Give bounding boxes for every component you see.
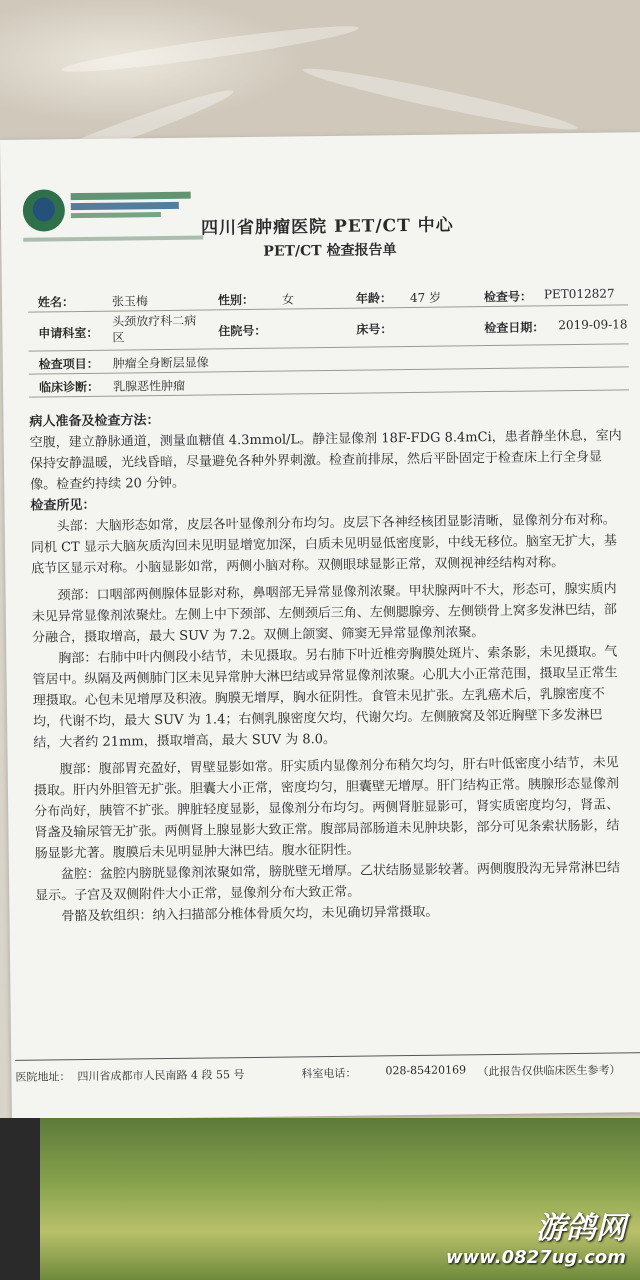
- report-sheet: [0, 132, 640, 1120]
- report-subtitle: PET/CT 检查报告单: [263, 242, 397, 260]
- report-body: [29, 404, 629, 927]
- item-label: 检查项目：: [38, 356, 99, 372]
- findings-pelvis: 盆腔：盆腔内膀胱显像剂浓聚如常，膀胱壁无增厚。乙状结肠显影较著。两侧腹股沟无异常淋巴结显示。子宫及双侧附件大小正常，显像剂分布大致正常。: [35, 860, 621, 904]
- findings-bone: 骨骼及软组织：纳入扫描部分椎体骨质欠均，未见确切异常摄取。: [61, 904, 439, 925]
- bed-label: 住院号：: [218, 323, 267, 339]
- dept-label: 申请科室：: [38, 325, 99, 341]
- patient-age: 47 岁: [409, 290, 442, 306]
- date-label: 检查日期：: [484, 320, 545, 336]
- watermark-url: www.0827ug.com: [446, 1247, 626, 1268]
- exam-no-label: 检查号：: [483, 289, 533, 305]
- exam-item: 肿瘤全身断层显像: [112, 355, 209, 371]
- name-label: 姓名：: [37, 295, 75, 310]
- logo-emblem-icon: [23, 189, 66, 232]
- phone-label: 科室电话：: [301, 1066, 357, 1081]
- dept-value: 头颈放疗科二病区: [112, 313, 197, 345]
- findings-chest: 胸部：右肺中叶内侧段小结节，未见摄取。另右肺下叶近椎旁胸膜处斑片、索条影，未见摄取。气管居中。纵隔及两侧肺门区未见异常肿大淋巴结或异常显像剂浓聚。心肌大小正常范围，摄取呈正常生理摄取。心包未见增厚及积液。胸膜无增厚，胸水征阴性。食管未见扩张。左乳癌术后，乳腺密度不均，代谢不均，最大 SUV 为 1.4；右侧乳腺密度欠均，代谢欠均。左侧腋窝及邻近胸壁下多发淋巴结，大者约 21mm，摄取增高，最大 SUV 为 8.0。: [32, 644, 618, 751]
- diag-label: 临床诊断：: [38, 379, 100, 395]
- age-label: 年龄：: [355, 291, 393, 306]
- report-title: 四川省肿瘤医院 PET/CT 中心: [200, 215, 454, 239]
- clinical-diagnosis: 乳腺恶性肿瘤: [112, 378, 186, 394]
- watermark-name: 游鸽网: [536, 1211, 626, 1246]
- findings-neck: 颈部：口咽部两侧腺体显影对称，鼻咽部无异常显像剂浓聚。甲状腺两叶不大，形态可，腺实质内未见异常显像剂浓聚灶。左侧上中下颈部、左侧颈后三角、左侧腮腺旁、左侧锁骨上窝多发淋巴结，部分融合，摄取增高，最大 SUV 为 7.2。双侧上颌窦、筛窦无异常显像剂浓聚。: [31, 581, 617, 646]
- background-garden-photo: [40, 1118, 640, 1280]
- department-phone: 028-85420169: [385, 1063, 467, 1078]
- report-footer: [15, 1052, 640, 1084]
- hospital-logo: [23, 188, 194, 236]
- prep-text: 空腹，建立静脉通道，测量血糖值 4.3mmol/L。静注显像剂 18F-FDG 8.4mCi，患者静坐休息，室内保持安静温暖，光线昏暗，尽量避免各种外界刺激。检查前排尿，然后平卧固定于检查床上行全身显像。检查约持续 20 分钟。: [29, 428, 622, 493]
- room-label: 床号：: [356, 322, 393, 337]
- patient-info-table: [28, 282, 629, 397]
- address-label: 医院地址：: [15, 1070, 71, 1084]
- exam-date: 2019-09-18: [558, 317, 628, 333]
- edge-shadow: [0, 1118, 40, 1280]
- disclaimer-note: （此报告仅供临床医生参考）: [477, 1063, 621, 1079]
- exam-no: PET012827: [543, 286, 615, 302]
- patient-sex: 女: [281, 292, 295, 307]
- findings-abdomen: 腹部：腹部胃充盈好，胃壁显影如常。肝实质内显像剂分布稍欠均匀，肝右叶低密度小结节，未见摄取。肝内外胆管无扩张。胆囊大小正常，密度均匀，胆囊壁无增厚。肝门结构正常。胰腺形态显像剂分布尚好，胰管不扩张。脾脏轻度显影，显像剂分布均匀。两侧肾脏显影可，肾实质密度均匀，肾盂、肾盏及输尿管无扩张。两侧肾上腺显影大致正常。腹部局部肠道未见肿块影，部分可见条索状肠影，结肠显影尤著。腹膜后未见明显肿大淋巴结。腹水征阴性。: [33, 755, 620, 862]
- hospital-address: 四川省成都市人民南路 4 段 55 号: [77, 1068, 245, 1084]
- watermark: [446, 1203, 626, 1268]
- prep-heading: 病人准备及检查方法：: [29, 413, 160, 430]
- patient-name: 张玉梅: [111, 294, 149, 309]
- sex-label: 性别：: [217, 292, 255, 308]
- findings-heading: 检查所见：: [30, 497, 96, 514]
- findings-head: 头部：大脑形态如常，皮层各叶显像剂分布均匀。皮层下各神经核团显影清晰，显像剂分布对称。同机 CT 显示大脑灰质沟回未见明显增宽加深，白质未见明显低密度影，中线无移位。脑室无扩大，基底节区显示对称。小脑显影如常，两侧小脑对称。双侧眼球显影正常，双侧视神经结构对称。: [30, 512, 617, 577]
